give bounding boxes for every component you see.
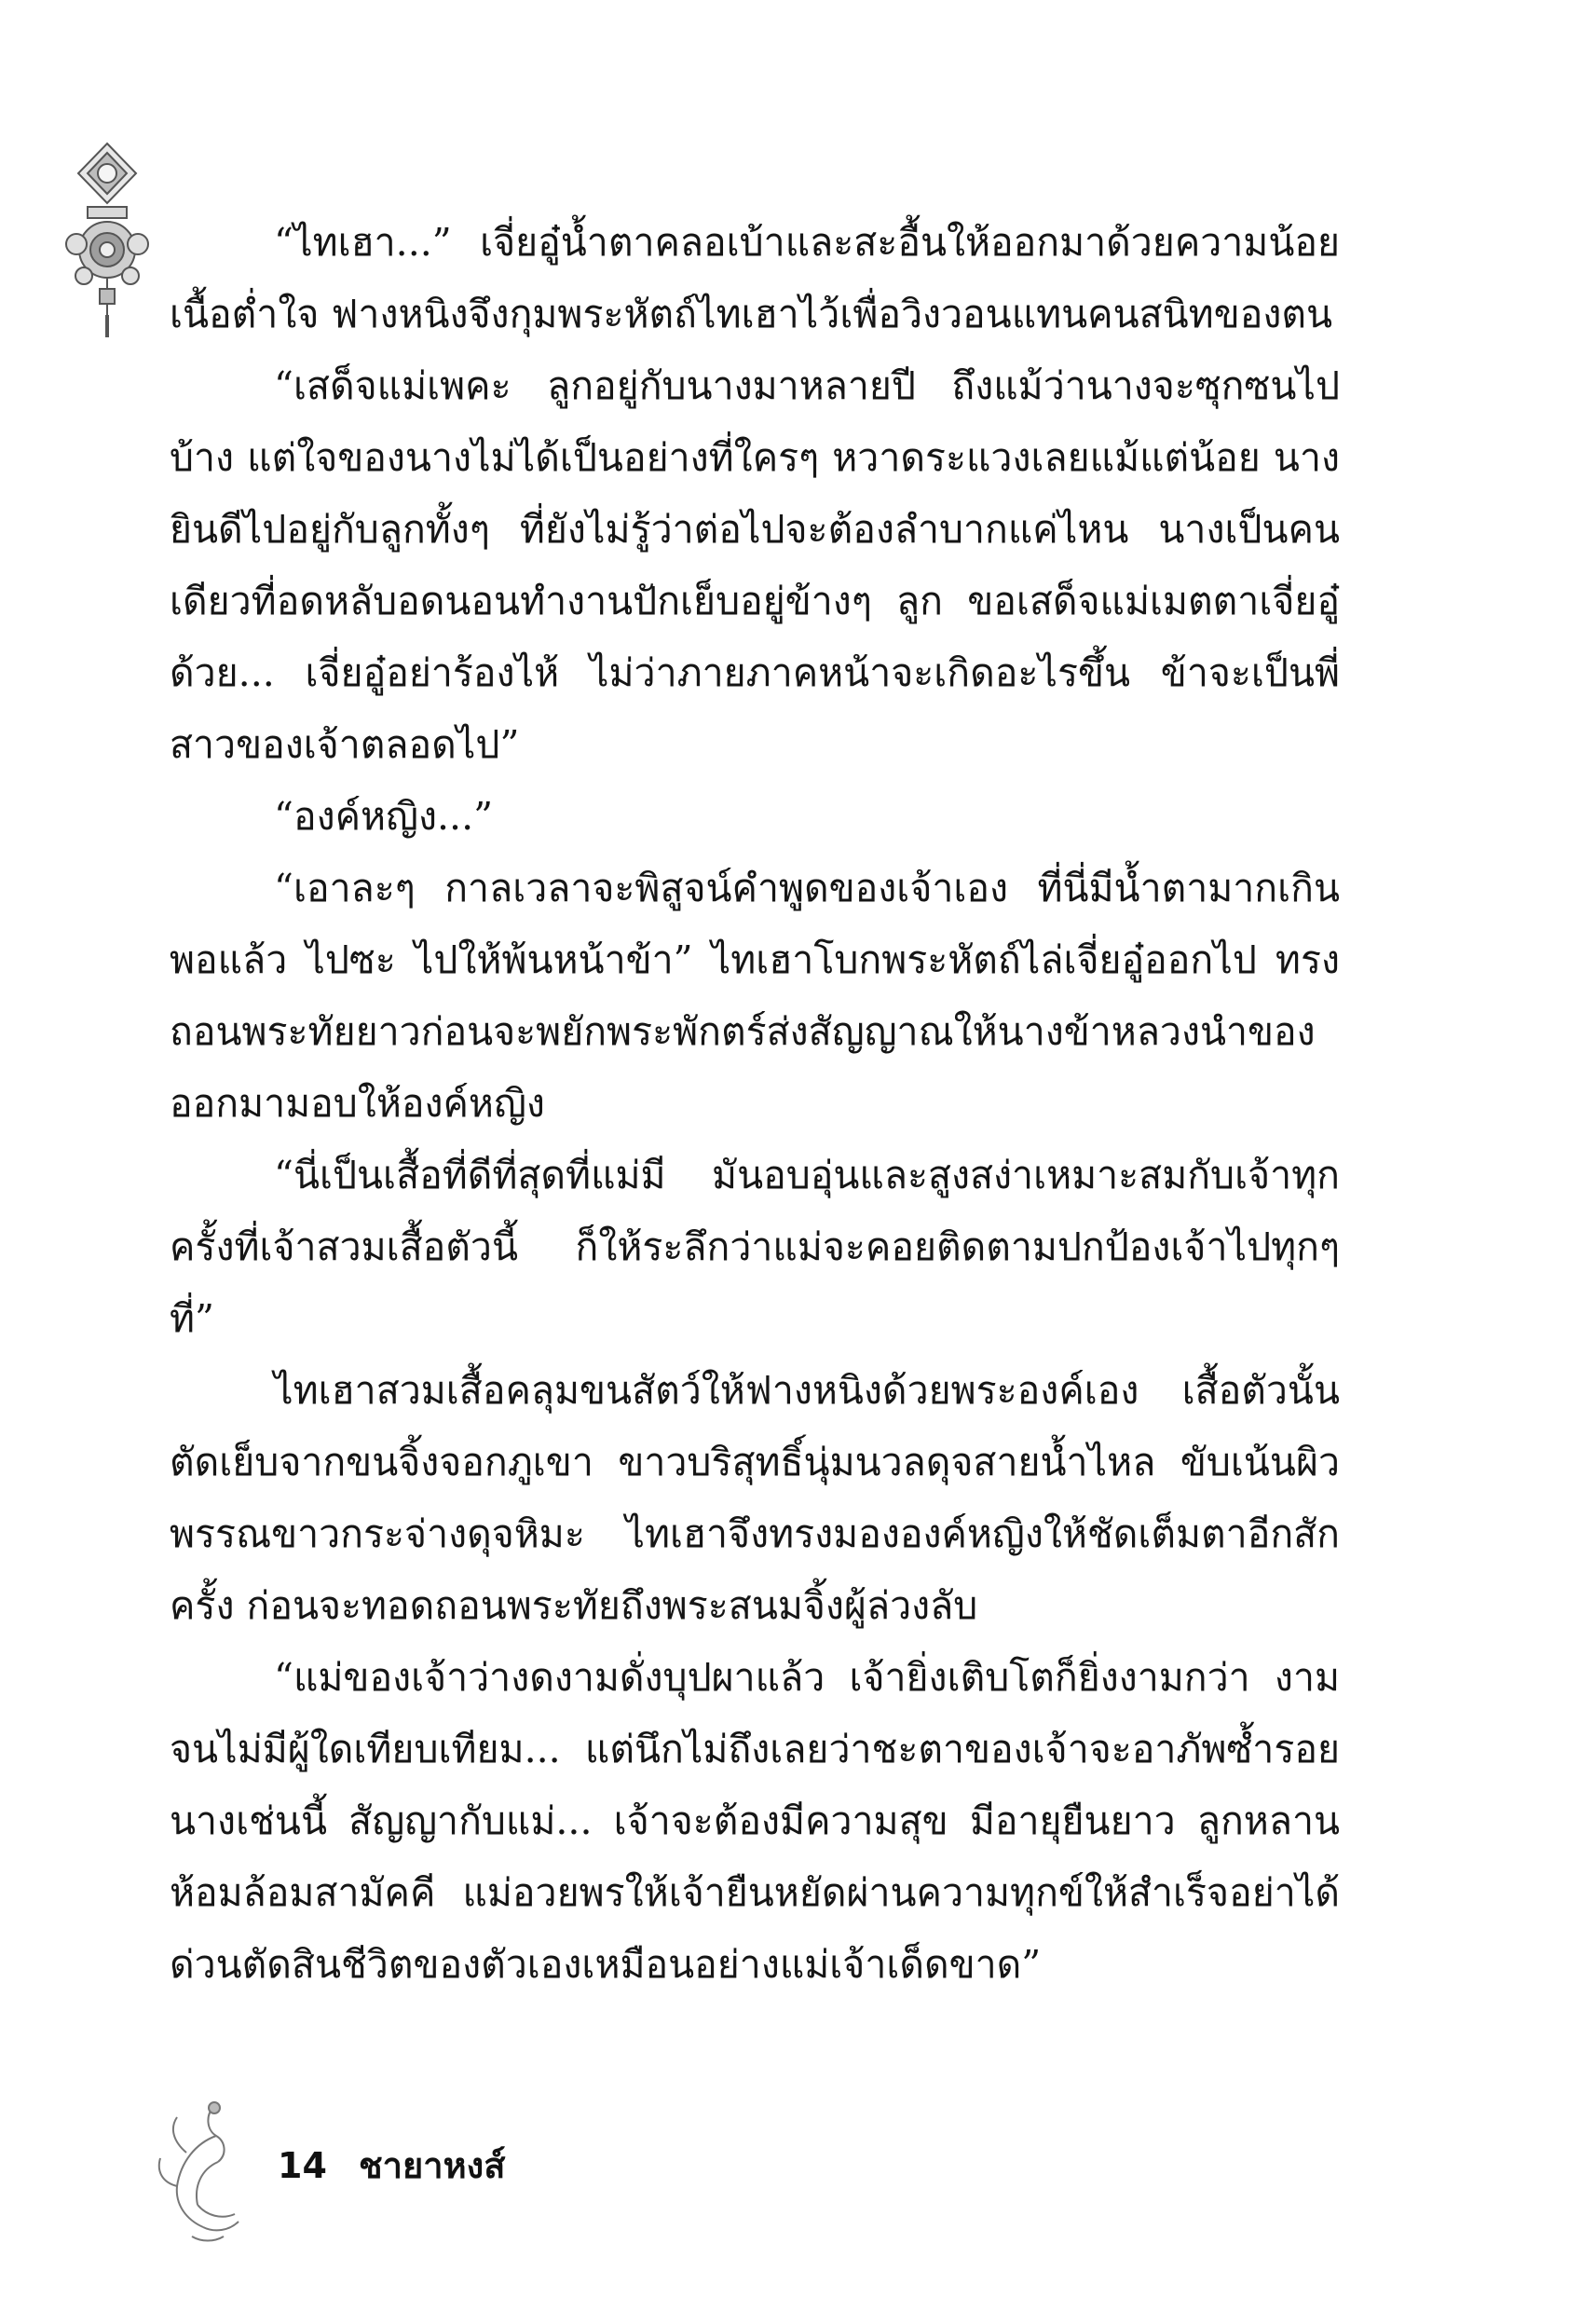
- book-title: ชายาหงส์: [358, 2145, 506, 2186]
- page-number: 14: [278, 2145, 327, 2186]
- page-footer: [278, 2137, 505, 2194]
- phoenix-icon: [149, 2097, 252, 2246]
- paragraph: “นี่เป็นเสื้อที่ดีที่สุดที่แม่มี มันอบอุ่นและสูงสง่าเหมาะสมกับเจ้าทุกครั้งที่เจ้าสวมเสื้อตัวนี้ ก็ให้ระลึกว่าแม่จะคอยติดตามปกป้องเจ้าไปทุกๆ ที่”: [170, 1153, 1340, 1341]
- paragraph: ไทเฮาสวมเสื้อคลุมขนสัตว์ให้ฟางหนิงด้วยพระองค์เอง เสื้อตัวนั้นตัดเย็บจากขนจิ้งจอกภูเขา ขาวบริสุทธิ์นุ่มนวลดุจสายน้ำไหล ขับเน้นผิวพรรณขาวกระจ่างดุจหิมะ ไทเฮาจึงทรงมององค์หญิงให้ชัดเต็มตาอีกสักครั้ง ก่อนจะทอดถอนพระทัยถึงพระสนมจิ้งผู้ล่วงลับ: [170, 1368, 1340, 1628]
- body-text: [170, 207, 1340, 2001]
- paragraph: “เอาละๆ กาลเวลาจะพิสูจน์คำพูดของเจ้าเอง ที่นี่มีน้ำตามากเกินพอแล้ว ไปซะ ไปให้พ้นหน้าข้า” ไทเฮาโบกพระหัตถ์ไล่เจี่ยอู๋ออกไป ทรงถอนพระทัยยาวก่อนจะพยักพระพักตร์ส่งสัญญาณให้นางข้าหลวงนำของออกมามอบให้องค์หญิง: [170, 866, 1340, 1126]
- paragraph: “องค์หญิง...”: [274, 794, 494, 839]
- emblem-icon: [56, 140, 158, 345]
- paragraph: “แม่ของเจ้าว่างดงามดั่งบุปผาแล้ว เจ้ายิ่งเติบโตก็ยิ่งงามกว่า งามจนไม่มีผู้ใดเทียบเทียม... แต่นึกไม่ถึงเลยว่าชะตาของเจ้าจะอาภัพซ้ำรอยนางเช่นนี้ สัญญากับแม่... เจ้าจะต้องมีความสุข มีอายุยืนยาว ลูกหลานห้อมล้อมสามัคคี แม่อวยพรให้เจ้ายืนหยัดผ่านความทุกข์ให้สำเร็จอย่าได้ด่วนตัดสินชีวิตของตัวเองเหมือนอย่างแม่เจ้าเด็ดขาด”: [170, 1655, 1340, 1987]
- paragraph: “ไทเฮา...” เจี่ยอู๋น้ำตาคลอเบ้าและสะอื้นให้ออกมาด้วยความน้อยเนื้อต่ำใจ ฟางหนิงจึงกุมพระหัตถ์ไทเฮาไว้เพื่อวิงวอนแทนคนสนิทของตน: [170, 220, 1340, 336]
- paragraph: “เสด็จแม่เพคะ ลูกอยู่กับนางมาหลายปี ถึงแม้ว่านางจะซุกซนไปบ้าง แต่ใจของนางไม่ได้เป็นอย่างที่ใครๆ หวาดระแวงเลยแม้แต่น้อย นางยินดีไปอยู่กับลูกทั้งๆ ที่ยังไม่รู้ว่าต่อไปจะต้องลำบากแค่ไหน นางเป็นคนเดียวที่อดหลับอดนอนทำงานปักเย็บอยู่ข้างๆ ลูก ขอเสด็จแม่เมตตาเจี่ยอู๋ด้วย... เจี่ยอู๋อย่าร้องไห้ ไม่ว่าภายภาคหน้าจะเกิดอะไรขึ้น ข้าจะเป็นพี่สาวของเจ้าตลอดไป”: [170, 363, 1340, 767]
